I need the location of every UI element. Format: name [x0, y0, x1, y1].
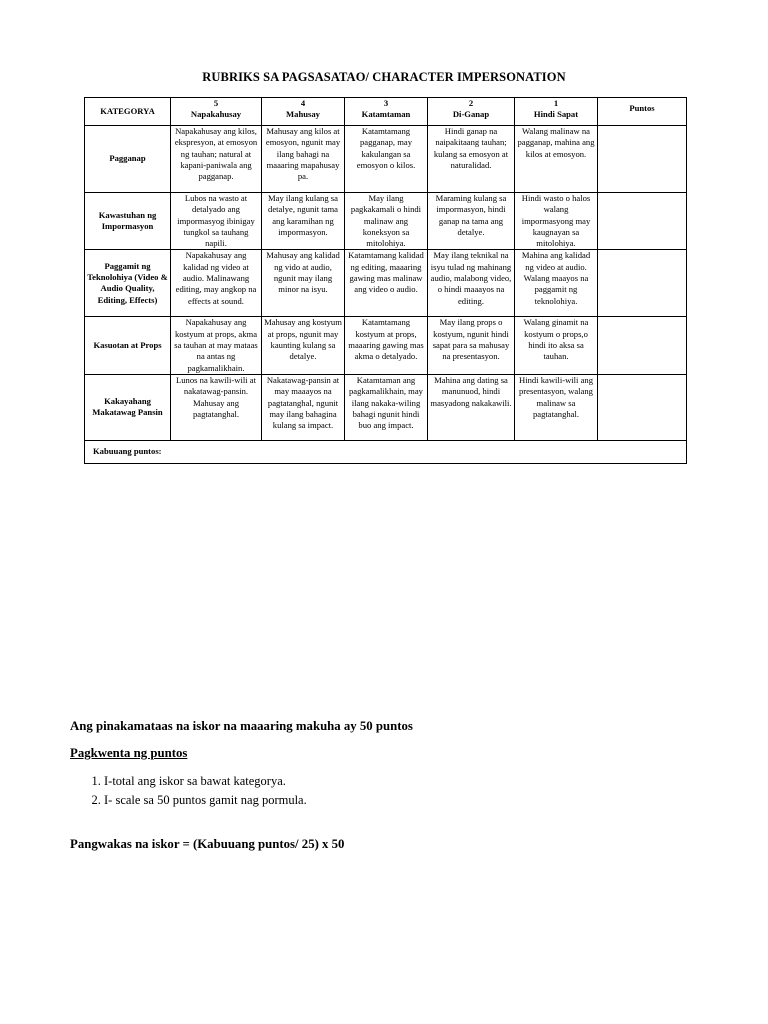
calc-steps — [70, 772, 307, 810]
category-cell: Kawastuhan ng Impormasyon — [85, 193, 171, 250]
table-row — [85, 374, 687, 440]
list-item: 2. I- scale sa 50 puntos gamit nag pormula. — [104, 791, 307, 810]
header-label: KATEGORYA — [100, 105, 155, 116]
criteria-cell: Mahina ang dating sa manunuod, hindi masyadong nakakawili. — [428, 374, 515, 440]
points-cell — [598, 317, 687, 374]
header-label: Katamtaman — [361, 109, 411, 120]
max-score-text: Ang pinakamataas na iskor na maaaring makuha ay 50 puntos — [70, 719, 413, 733]
header-label: Hindi Sapat — [533, 109, 579, 120]
header-score-3 — [345, 98, 428, 126]
points-cell — [598, 193, 687, 250]
header-score: 2 — [468, 98, 474, 108]
points-cell — [598, 374, 687, 440]
header-score: 1 — [553, 98, 559, 108]
rubric-table — [84, 97, 687, 464]
header-score-4 — [262, 98, 345, 126]
points-cell — [598, 250, 687, 317]
category-cell: Kakayahang Makatawag Pansin — [85, 374, 171, 440]
criteria-cell: May ilang teknikal na isyu tulad ng mahinang audio, malabong video, o hindi maaayos na editing. — [428, 250, 515, 317]
criteria-cell: May ilang pagkakamali o hindi malinaw ang koneksyon sa mitolohiya. — [345, 193, 428, 250]
criteria-cell: Napakahusay ang kostyum at props, akma sa tauhan at may mataas na antas ng pagkamalikhain. — [171, 317, 262, 374]
criteria-cell: Lunos na kawili-wili at nakatawag-pansin. Mahusay ang pagtatanghal. — [171, 374, 262, 440]
criteria-cell: May ilang kulang sa detalye, ngunit tama ang karamihan ng impormasyon. — [262, 193, 345, 250]
total-label: Kabuuang puntos: — [85, 440, 687, 463]
criteria-cell: Walang ginamit na kostyum o props,o hindi ito aksa sa tauhan. — [515, 317, 598, 374]
list-item: 1. I-total ang iskor sa bawat kategorya. — [104, 772, 307, 791]
criteria-cell: Katamtaman ang pagkamalikhain, may ilang nakaka-wiling bahagi ngunit hindi buo ang impact. — [345, 374, 428, 440]
table-row — [85, 193, 687, 250]
table-row — [85, 126, 687, 193]
criteria-cell: Katamtamang pagganap, may kakulangan sa emosyon o kilos. — [345, 126, 428, 193]
header-category — [85, 98, 171, 126]
header-label: Napakahusay — [190, 109, 242, 120]
header-score-5 — [171, 98, 262, 126]
criteria-cell: Mahusay ang kostyum at props, ngunit may kaunting kulang sa detalye. — [262, 317, 345, 374]
criteria-cell: Katamtamang kalidad ng editing, maaaring gawing mas malinaw ang video o audio. — [345, 250, 428, 317]
category-cell: Paggamit ng Teknolohiya (Video & Audio Quality, Editing, Effects) — [85, 250, 171, 317]
total-row — [85, 440, 687, 463]
criteria-cell: Mahina ang kalidad ng video at audio. Walang maayos na paggamit ng teknolohiya. — [515, 250, 598, 317]
category-cell: Pagganap — [85, 126, 171, 193]
criteria-cell: Mahusay ang kilos at emosyon, ngunit may ilang bahagi na maaaring mapahusay pa. — [262, 126, 345, 193]
document-title: RUBRIKS SA PAGSASATAO/ CHARACTER IMPERSONATION — [202, 70, 566, 84]
header-score: 3 — [383, 98, 389, 108]
header-score-2 — [428, 98, 515, 126]
criteria-cell: Walang malinaw na pagganap, mahina ang kilos at emosyon. — [515, 126, 598, 193]
header-score-1 — [515, 98, 598, 126]
header-label: Di-Ganap — [452, 109, 490, 120]
criteria-cell: Nakatawag-pansin at may maaayos na pagtatanghal, ngunit may ilang bahagina kulang sa impact. — [262, 374, 345, 440]
criteria-cell: Hindi kawili-wili ang presentasyon, walang malinaw sa pagtatanghal. — [515, 374, 598, 440]
category-cell: Kasuotan at Props — [85, 317, 171, 374]
table-row — [85, 317, 687, 374]
header-row — [85, 98, 687, 126]
header-score: 4 — [300, 98, 306, 108]
header-score: 5 — [213, 98, 219, 108]
criteria-cell: Hindi wasto o halos walang impormasyong may kaugnayan sa mitolohiya. — [515, 193, 598, 250]
criteria-cell: Napakahusay ang kilos, ekspresyon, at emosyon ng tauhan; natural at kapani-paniwala ang pagganap. — [171, 126, 262, 193]
points-cell — [598, 126, 687, 193]
formula-text: Pangwakas na iskor = (Kabuuang puntos/ 25) x 50 — [70, 837, 345, 851]
criteria-cell: Napakahusay ang kalidad ng video at audio. Malinawang editing, may angkop na effects at sound. — [171, 250, 262, 317]
header-points — [598, 98, 687, 126]
header-label: Mahusay — [286, 109, 320, 120]
criteria-cell: Hindi ganap na naipakitaang tauhan; kulang sa emosyon at naturalidad. — [428, 126, 515, 193]
criteria-cell: Maraming kulang sa impormasyon, hindi ganap na tama ang detalye. — [428, 193, 515, 250]
criteria-cell: Mahusay ang kalidad ng vido at audio, ngunit may ilang minor na isyu. — [262, 250, 345, 317]
criteria-cell: May ilang props o kostyum, ngunit hindi sapat para sa mahusay na presentasyon. — [428, 317, 515, 374]
criteria-cell: Katamtamang kostyum at props, maaaring gawing mas akma o detalyado. — [345, 317, 428, 374]
header-label: Puntos — [629, 103, 655, 113]
criteria-cell: Lubos na wasto at detalyado ang impormasyog ibinigay tungkol sa tauhang napili. — [171, 193, 262, 250]
calc-heading: Pagkwenta ng puntos — [70, 746, 188, 760]
table-row — [85, 250, 687, 317]
